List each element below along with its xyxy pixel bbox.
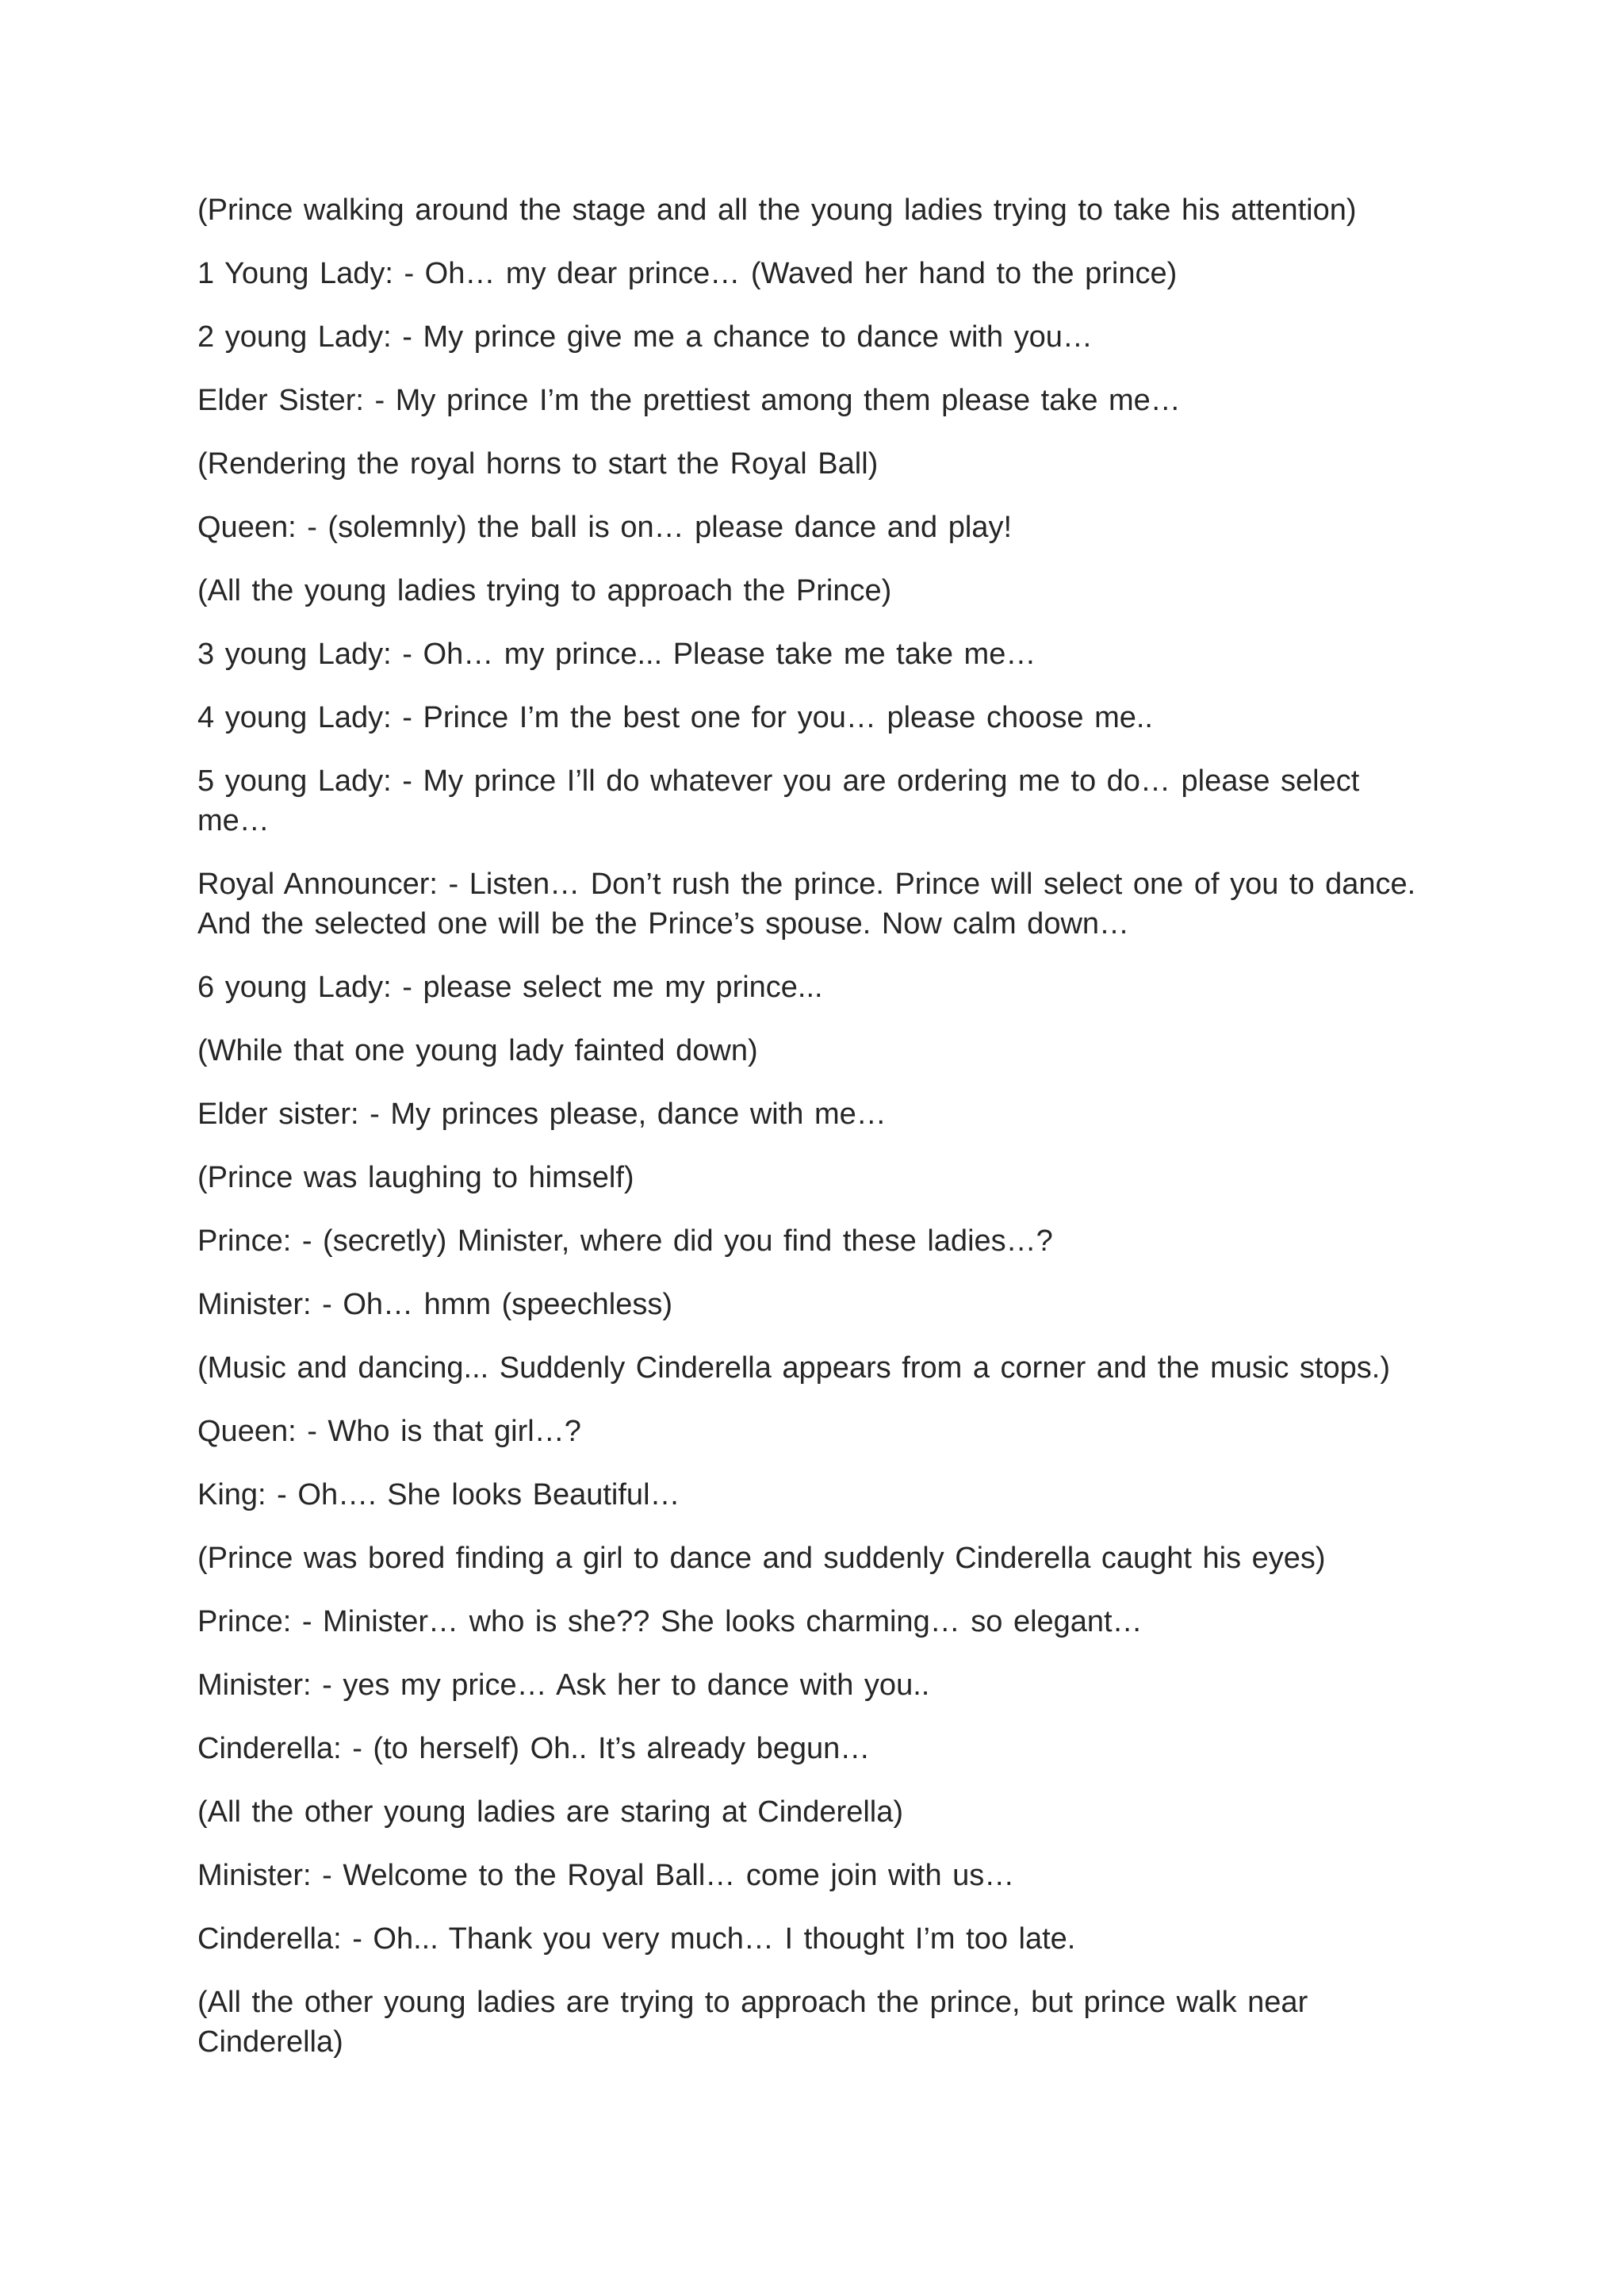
dialogue-line: Queen: - Who is that girl…? — [197, 1415, 581, 1448]
stage-direction: (All the other young ladies are staring at Cinderella) — [197, 1795, 904, 1829]
dialogue-line: 6 young Lady: - please select me my prince... — [197, 971, 823, 1004]
stage-direction: (Prince was bored finding a girl to dance and suddenly Cinderella caught his eyes) — [197, 1542, 1326, 1575]
dialogue-line: 2 young Lady: - My prince give me a chance to dance with you… — [197, 320, 1093, 354]
dialogue-line: Prince: - (secretly) Minister, where did you find these ladies…? — [197, 1224, 1053, 1258]
stage-direction: (All the young ladies trying to approach the Prince) — [197, 574, 892, 607]
dialogue-line: 1 Young Lady: - Oh… my dear prince… (Waved her hand to the prince) — [197, 257, 1178, 290]
dialogue-line: 3 young Lady: - Oh… my prince... Please take me take me… — [197, 638, 1036, 671]
stage-direction: (While that one young lady fainted down) — [197, 1034, 758, 1067]
stage-direction: (All the other young ladies are trying to approach the prince, but prince walk near Cinderella) — [197, 1986, 1308, 2059]
stage-direction: (Music and dancing... Suddenly Cinderella appears from a corner and the music stops.) — [197, 1351, 1390, 1385]
stage-direction: (Prince was laughing to himself) — [197, 1161, 634, 1194]
dialogue-line: Minister: - yes my price… Ask her to dance with you.. — [197, 1669, 930, 1702]
script-text — [197, 190, 1434, 2086]
dialogue-line: Minister: - Oh… hmm (speechless) — [197, 1288, 673, 1321]
dialogue-line: 4 young Lady: - Prince I’m the best one for you… please choose me.. — [197, 701, 1153, 734]
dialogue-line: Cinderella: - Oh... Thank you very much… I thought I’m too late. — [197, 1922, 1076, 1956]
dialogue-line: Cinderella: - (to herself) Oh.. It’s already begun… — [197, 1732, 871, 1765]
dialogue-line: Elder Sister: - My prince I’m the prettiest among them please take me… — [197, 384, 1181, 417]
stage-direction: (Rendering the royal horns to start the Royal Ball) — [197, 447, 879, 481]
dialogue-line: Royal Announcer: - Listen… Don’t rush the prince. Prince will select one of you to dance. And the selected one will be the Prince’s spouse. Now calm down… — [197, 868, 1416, 941]
stage-direction: (Prince walking around the stage and all the young ladies trying to take his attention) — [197, 193, 1357, 227]
dialogue-line: Prince: - Minister… who is she?? She looks charming… so elegant… — [197, 1605, 1143, 1638]
dialogue-line: Queen: - (solemnly) the ball is on… please dance and play! — [197, 511, 1012, 544]
dialogue-line: King: - Oh…. She looks Beautiful… — [197, 1478, 680, 1511]
dialogue-line: Elder sister: - My princes please, dance with me… — [197, 1098, 887, 1131]
dialogue-line: 5 young Lady: - My prince I’ll do whatever you are ordering me to do… please select me… — [197, 764, 1360, 837]
dialogue-line: Minister: - Welcome to the Royal Ball… come join with us… — [197, 1859, 1015, 1892]
